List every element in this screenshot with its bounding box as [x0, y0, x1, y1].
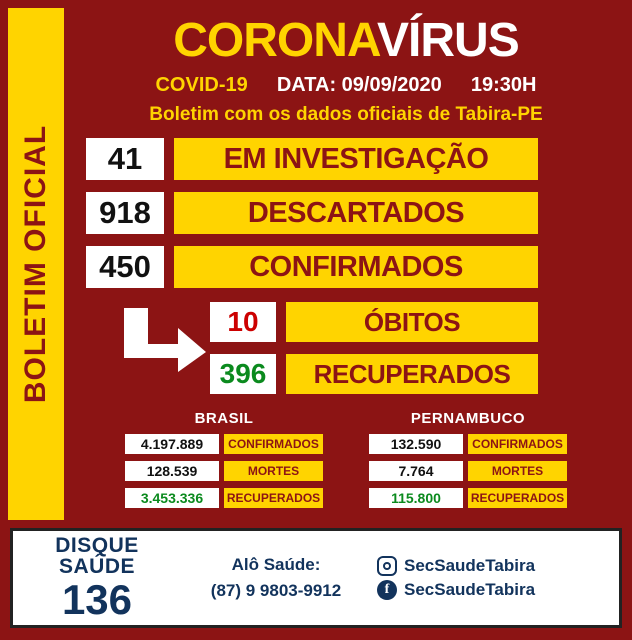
stat-label-confirmados: CONFIRMADOS: [172, 244, 540, 290]
region-pernambuco: [368, 410, 568, 514]
page-title: [70, 16, 622, 66]
stat-label-obitos: ÓBITOS: [284, 300, 540, 344]
date-label: DATA: 09/09/2020: [276, 74, 442, 96]
alo-saude-phone: (87) 9 9803-9912: [210, 581, 342, 600]
indented-stats-list: [208, 300, 540, 404]
region-title-brasil: BRASIL: [194, 410, 254, 427]
covid-label: COVID-19: [155, 74, 248, 96]
stat-value-obitos: 10: [208, 300, 278, 344]
instagram-icon: [377, 556, 397, 576]
region-value-pernambuco-recuperados: 115.800: [368, 487, 464, 509]
time-label: 19:30H: [470, 74, 537, 96]
regional-stats: [70, 410, 622, 514]
region-row-pernambuco-recuperados: [368, 487, 568, 509]
stat-label-recuperados: RECUPERADOS: [284, 352, 540, 396]
stat-value-confirmados: 450: [84, 244, 166, 290]
side-band-boletim-oficial: [8, 8, 64, 520]
instagram-handle-row[interactable]: [377, 556, 619, 576]
region-value-pernambuco-confirmados: 132.590: [368, 433, 464, 455]
region-row-pernambuco-confirmados: [368, 433, 568, 455]
disque-label: DISQUE: [55, 534, 139, 557]
region-label-brasil-confirmados: CONFIRMADOS: [223, 433, 324, 455]
region-row-pernambuco-mortes: [368, 460, 568, 482]
region-label-brasil-mortes: MORTES: [223, 460, 324, 482]
facebook-handle: SecSaudeTabira: [404, 580, 536, 599]
stat-value-recuperados: 396: [208, 352, 278, 396]
region-row-brasil-mortes: [124, 460, 324, 482]
region-label-pernambuco-mortes: MORTES: [467, 460, 568, 482]
disque-saude-number: 136: [61, 576, 133, 623]
facebook-icon: f: [377, 580, 397, 600]
region-value-brasil-mortes: 128.539: [124, 460, 220, 482]
region-value-brasil-confirmados: 4.197.889: [124, 433, 220, 455]
stat-value-descartados: 918: [84, 190, 166, 236]
subheader-line: [70, 74, 622, 97]
alo-saude-label: Alô Saúde:: [231, 555, 321, 574]
footer-contact-bar: [10, 528, 622, 628]
facebook-handle-row[interactable]: [377, 580, 619, 600]
region-value-brasil-recuperados: 3.453.336: [124, 487, 220, 509]
region-label-brasil-recuperados: RECUPERADOS: [223, 487, 324, 509]
stat-label-descartados: DESCARTADOS: [172, 190, 540, 236]
stat-label-investigacao: EM INVESTIGAÇÃO: [172, 136, 540, 182]
side-band-label: BOLETIM OFICIAL: [19, 124, 52, 404]
region-row-brasil-confirmados: [124, 433, 324, 455]
main-stats-list: [84, 136, 540, 298]
instagram-handle: SecSaudeTabira: [404, 556, 536, 575]
title-virus: VÍRUS: [377, 14, 519, 67]
disque-saude-block: [13, 535, 181, 621]
stat-row-obitos: [208, 300, 540, 344]
region-label-pernambuco-confirmados: CONFIRMADOS: [467, 433, 568, 455]
region-row-brasil-recuperados: [124, 487, 324, 509]
arrow-icon: [118, 306, 208, 374]
region-label-pernambuco-recuperados: RECUPERADOS: [467, 487, 568, 509]
alo-saude-block: [181, 555, 371, 601]
region-brasil: [124, 410, 324, 514]
stat-row-confirmados: [84, 244, 540, 290]
stat-value-investigacao: 41: [84, 136, 166, 182]
stat-row-descartados: [84, 190, 540, 236]
social-block: [371, 552, 619, 604]
region-title-pernambuco: PERNAMBUCO: [410, 410, 526, 427]
saude-label: SAÚDE: [58, 555, 135, 578]
stat-row-investigacao: [84, 136, 540, 182]
region-value-pernambuco-mortes: 7.764: [368, 460, 464, 482]
title-corona: CORONA: [173, 14, 378, 67]
subtitle-line: Boletim com os dados oficiais de Tabira-PE: [149, 104, 543, 125]
stat-row-recuperados: [208, 352, 540, 396]
